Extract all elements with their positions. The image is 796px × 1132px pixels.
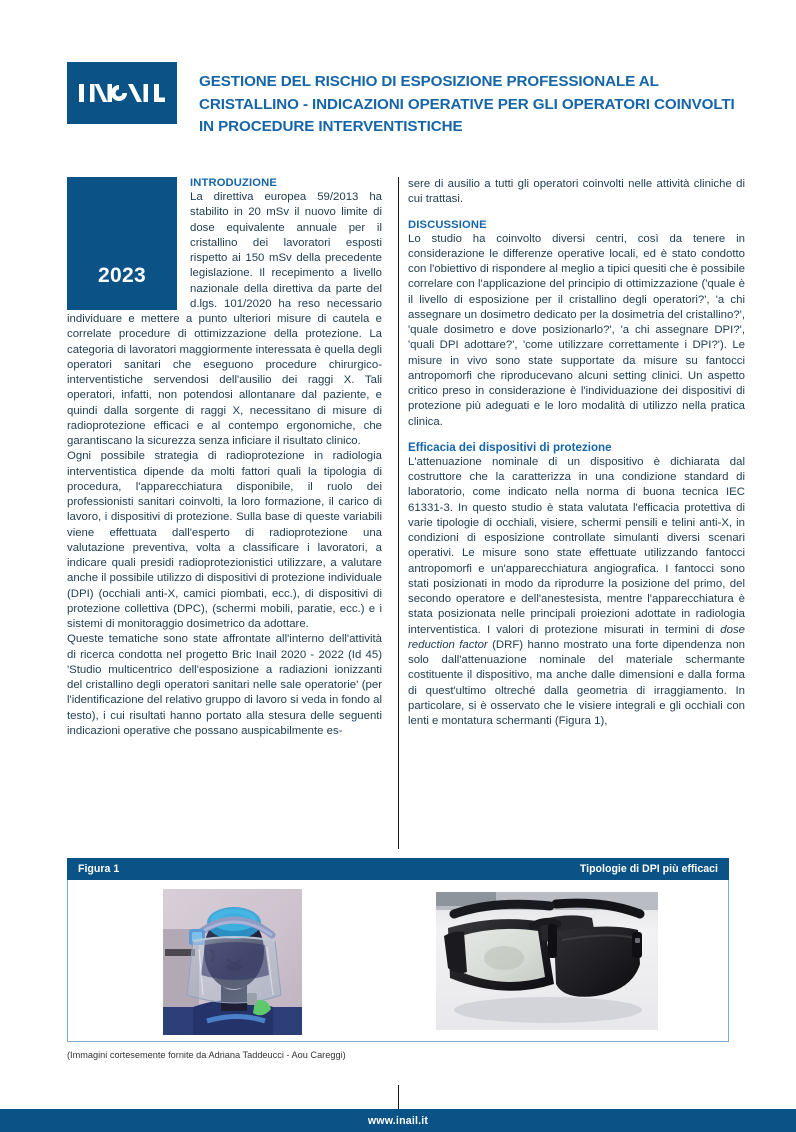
paragraph-discussione: Lo studio ha coinvolto diversi centri, così da tenere in considerazione le differenze operative locali, ed è stato condotto con l'obiettivo di rispondere al meglio a tipici quesiti che è possibile correlare con l'applicazione del principio di ottimizzazione ('quale è il livello di esposizione per il cristallino degli operatori?', 'a chi assegnare un dosimetro dedicato per la dosimetria del cristallino?', 'quale dosimetro e dove posizionarlo?', 'a chi assegnare DPI?', 'quali DPI adottare?', 'come utilizzare correttamente i DPI?'). Le misure in vivo sono state supportate da misure su fantocci antropomorfi che riproducevano alcuni setting clinici. Un aspetto critico preso in considerazione è l'individuazione dei dispositivi di protezione più adeguati e le loro modalità di utilizzo nella pratica clinica.: [408, 232, 745, 428]
efficacia-text-part-2: (DRF) hanno mostrato una forte dipendenza non solo dall'attenuazione nominale del materiale schermante costituente il dispositivo, ma anche dalle dimensioni e dalla forma di quest'ultimo oltreché dalla geometria di irraggiamento. In particolare, si è osservato che le visiere integrali e gli occhiali con lenti e montatura schermanti (Figura 1),: [408, 638, 745, 727]
efficacia-term-italic: dose reduction factor: [408, 623, 745, 651]
inail-logo: [67, 62, 177, 124]
paragraph-intro-2: Ogni possibile strategia di radioprotezione in radiologia interventistica dipende da molti fattori quali la tipologia di procedura, l'apparecchiatura disponibile, il ruolo dei professionisti sanitari coinvolti, la loro formazione, il carico di lavoro, i dispositivi di protezione. Sulla base di queste variabili viene effettuata dall'esperto di radioprotezione una valutazione preventiva, volta a classificare i lavoratori, a indicare quali presidi radioprotezionistici utilizzare, a valutare anche il possibile utilizzo di dispositivi di protezione individuale (DPI) (occhiali anti-X, camici piombati, ecc.), di dispositivi di protezione collettiva (DPC), (schermi mobili, paratie, ecc.) e i sistemi di monitoraggio dosimetrico da adottare.: [67, 450, 382, 630]
subsection-heading-efficacia: Efficacia dei dispositivi di protezione: [408, 440, 612, 454]
spacer: [408, 208, 745, 219]
efficacia-text-part-1: L'attenuazione nominale di un dispositivo è dichiarata dal costruttore che la caratterizza in una condizione standard di laboratorio, come indicato nella norma di buona tecnica IEC 61331-3. In questo studio è stata valutata l'efficacia protettiva di varie tipologie di occhiali, visiere, schermi pensili e telini anti-X, in condizioni di esposizione controllate simulanti diversi scenari operativi. Le misure sono state effettuate utilizzando fantocci antropomorfi e un'apparecchiatura angiografica. I fantocci sono stati posizionati in modo da riprodurre la posizione del primo, del secondo operatore e dell'anestesista, mentre l'apparecchiatura è stata posizionata nelle principali proiezioni adottate in radiologia interventistica. I valori di protezione misurati in termini di: [408, 455, 745, 636]
left-column: [67, 177, 382, 739]
spacer: [408, 430, 745, 441]
column-divider: [398, 177, 399, 849]
inail-logo-icon: [79, 82, 165, 104]
figure-label: Figura 1: [78, 863, 120, 875]
right-column: [408, 177, 745, 729]
figure-image-lead-glasses: [436, 892, 658, 1030]
section-heading-introduzione: INTRODUZIONE: [190, 177, 277, 189]
page-title: GESTIONE DEL RISCHIO DI ESPOSIZIONE PROFESSIONALE AL CRISTALLINO - INDICAZIONI OPERATIVE PER GLI OPERATORI COINVOLTI IN PROCEDURE INTERVENTISTICHE: [199, 73, 735, 135]
paragraph-continuation: sere di ausilio a tutti gli operatori coinvolti nelle attività cliniche di cui trattasi.: [408, 178, 745, 206]
figure-header-bar: [67, 858, 729, 880]
year-badge-text-wrap: [67, 177, 190, 311]
figure-title: Tipologie di DPI più efficaci: [579, 863, 718, 875]
paragraph-efficacia: [408, 455, 745, 730]
figure-caption: (Immagini cortesemente fornite da Adriana Taddeucci - Aou Careggi): [67, 1050, 346, 1060]
figure-image-phantom-visor: [163, 889, 302, 1035]
paragraph-intro-3: Queste tematiche sono state affrontate all'interno dell'attività di ricerca condotta nel progetto Bric Inail 2020 - 2022 (Id 45) 'Studio multicentrico dell'esposizione a radiazioni ionizzanti del cristallino degli operatori sanitari nelle sale operatorie' (per l'identificazione del relativo gruppo di lavoro si veda in fondo al testo), i cui risultati hanno portato alla stesura delle seguenti indicazioni operative che possano auspicabilmente es-: [67, 633, 382, 737]
figure-body: [67, 880, 729, 1042]
document-header: [0, 0, 796, 160]
footer-bar: [0, 1109, 796, 1132]
year-badge-value: 2023: [98, 264, 146, 287]
section-heading-discussione: DISCUSSIONE: [408, 218, 487, 231]
phantom-visor-illustration: [163, 889, 302, 1035]
footer-url[interactable]: www.inail.it: [367, 1114, 429, 1127]
footer-divider: [398, 1085, 399, 1111]
figure-1: [67, 858, 729, 1060]
paragraph-intro-1: La direttiva europea 59/2013 ha stabilito in 20 mSv il nuovo limite di dose equivalente annuale per il cristallino dei lavoratori esposti rispetto ai 150 mSv della precedente legislazione. Il recepimento a livello nazionale della direttiva da parte del d.lgs. 101/2020 ha reso necessario individuare e mettere a punto ulteriori misure di cautela e correlate procedure di ottimizzazione della protezione. La categoria di lavoratori maggiormente interessata è quella degli operatori sanitari che eseguono procedure chirurgico-interventistiche servendosi dell'ausilio dei raggi X. Tali operatori, infatti, non potendosi allontanare dal paziente, e quindi dalla sorgente di raggi X, necessitano di misure di radioprotezione efficaci e al contempo ergonomiche, che garantiscano la sicurezza senza inficiare il risultato clinico.: [67, 191, 382, 447]
lead-glasses-illustration: [436, 892, 658, 1030]
